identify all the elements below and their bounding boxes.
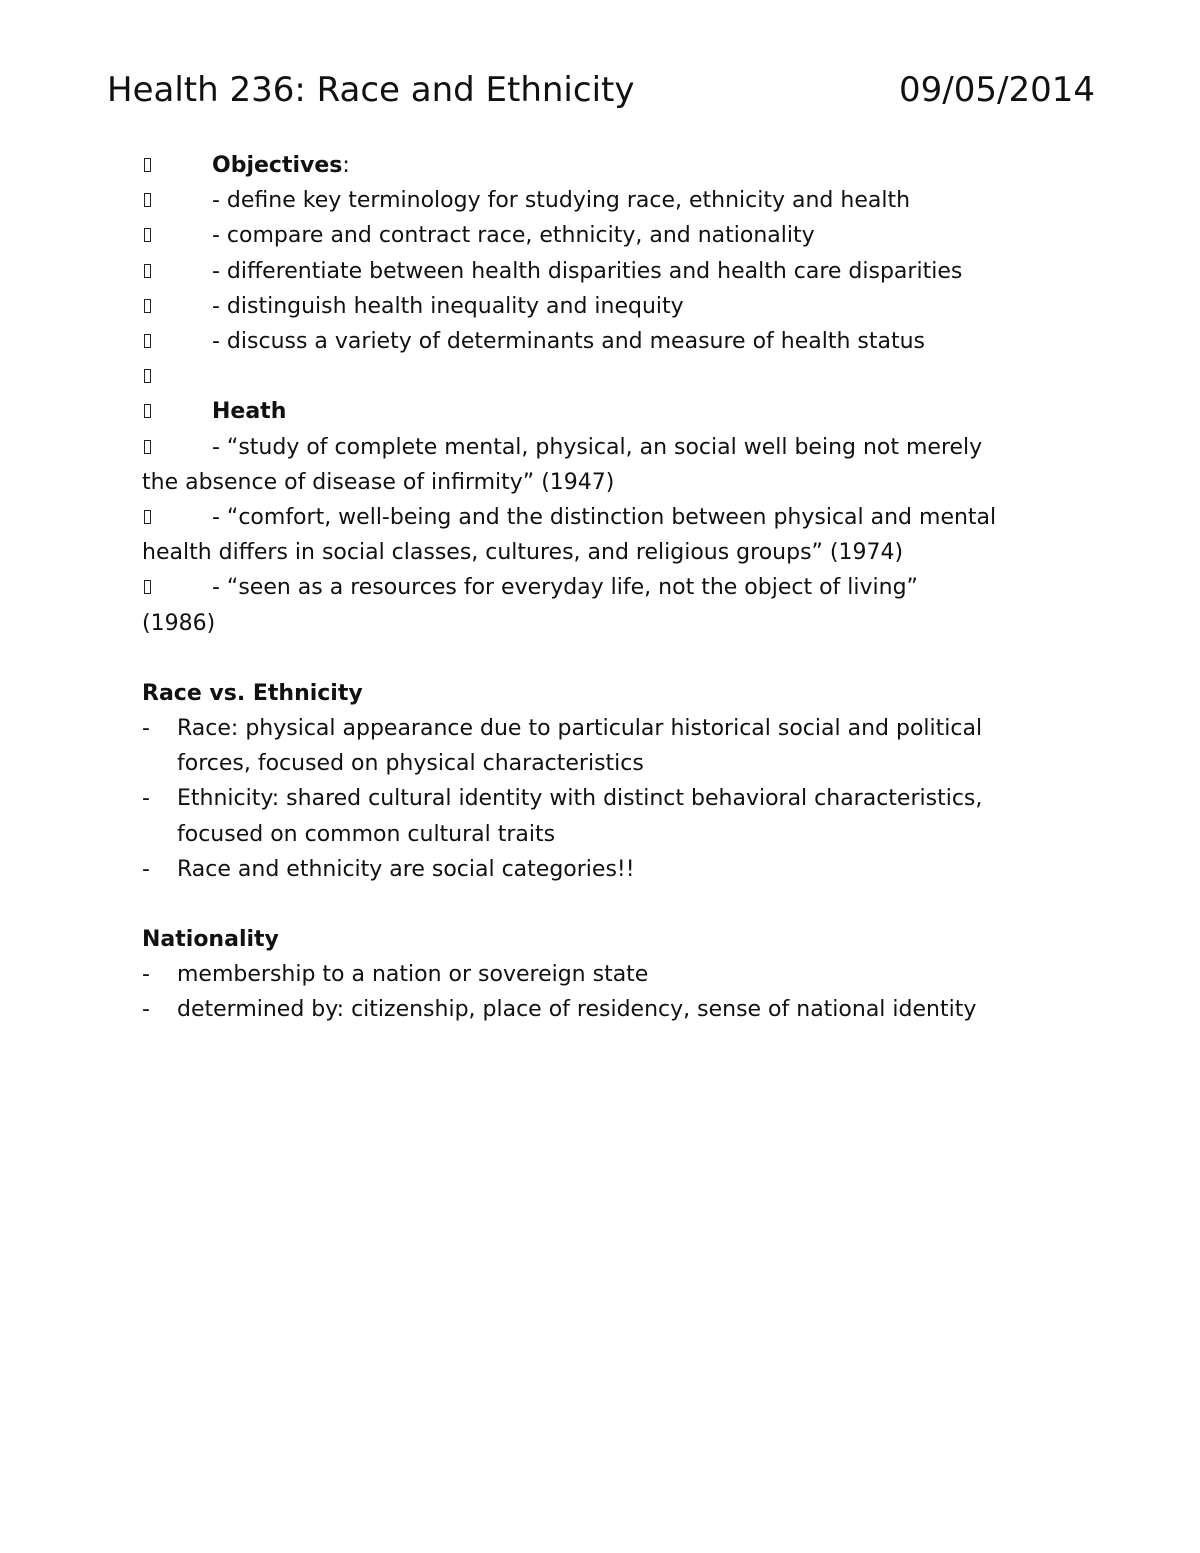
list-item	[142, 711, 1072, 746]
health-heading-line	[142, 394, 1072, 429]
list-item-continuation	[142, 606, 1072, 641]
dash-bullet: -	[142, 716, 150, 742]
objective-item-text: - discuss a variety of determinants and measure of health status	[212, 329, 926, 355]
objectives-heading-line	[142, 148, 1072, 183]
list-item-continuation	[142, 535, 1072, 570]
list-item	[142, 289, 1072, 324]
race-item-line1: Race: physical appearance due to particular historical social and political	[177, 716, 983, 742]
objective-item-text: - distinguish health inequality and inequity	[212, 293, 684, 319]
objective-item-text: - define key terminology for studying race, ethnicity and health	[212, 188, 911, 214]
list-item-continuation	[142, 746, 1072, 781]
list-item	[142, 992, 1072, 1027]
list-item	[142, 183, 1072, 218]
health-definition-line1: - “study of complete mental, physical, an social well being not merely	[212, 434, 983, 460]
health-definition-line2: the absence of disease of infirmity” (1947)	[142, 469, 615, 495]
social-categories-item: Race and ethnicity are social categories!!	[177, 856, 635, 882]
race-vs-ethnicity-heading: Race vs. Ethnicity	[142, 680, 363, 706]
list-item-continuation	[142, 817, 1072, 852]
list-item	[142, 500, 1072, 535]
objectives-colon: :	[342, 153, 350, 178]
dash-bullet: -	[142, 962, 150, 988]
health-heading: Heath	[212, 399, 287, 425]
list-item-continuation	[142, 465, 1072, 500]
dash-bullet: -	[142, 997, 150, 1023]
objective-item-text: - differentiate between health disparities and health care disparities	[212, 258, 963, 284]
list-item	[142, 254, 1072, 289]
list-item	[142, 852, 1072, 887]
list-item	[142, 957, 1072, 992]
ethnicity-item-line2: focused on common cultural traits	[177, 821, 556, 847]
dash-bullet: -	[142, 856, 150, 882]
nationality-heading: Nationality	[142, 927, 279, 953]
list-item	[142, 324, 1072, 359]
health-definition-line2: health differs in social classes, cultures, and religious groups” (1974)	[142, 540, 904, 566]
health-definition-line2: (1986)	[142, 610, 216, 636]
document-date: 09/05/2014	[899, 70, 1095, 110]
document-header	[107, 70, 1095, 120]
race-item-line2: forces, focused on physical characteristics	[177, 751, 644, 777]
objective-item-text: - compare and contract race, ethnicity, and nationality	[212, 223, 815, 249]
list-item	[142, 570, 1072, 605]
health-definition-line1: - “seen as a resources for everyday life, not the object of living”	[212, 575, 918, 601]
ethnicity-item-line1: Ethnicity: shared cultural identity with distinct behavioral characteristics,	[177, 786, 983, 812]
list-item	[142, 430, 1072, 465]
nationality-item: membership to a nation or sovereign state	[177, 962, 649, 988]
list-item	[142, 781, 1072, 816]
list-item	[142, 218, 1072, 253]
document-body	[142, 148, 1072, 1028]
dash-bullet: -	[142, 786, 150, 812]
document-title: Health 236: Race and Ethnicity	[107, 70, 635, 110]
objectives-heading: Objectives	[212, 153, 343, 178]
nationality-item: determined by: citizenship, place of residency, sense of national identity	[177, 997, 977, 1023]
health-definition-line1: - “comfort, well-being and the distinction between physical and mental	[212, 505, 997, 531]
empty-list-item	[142, 359, 1072, 394]
